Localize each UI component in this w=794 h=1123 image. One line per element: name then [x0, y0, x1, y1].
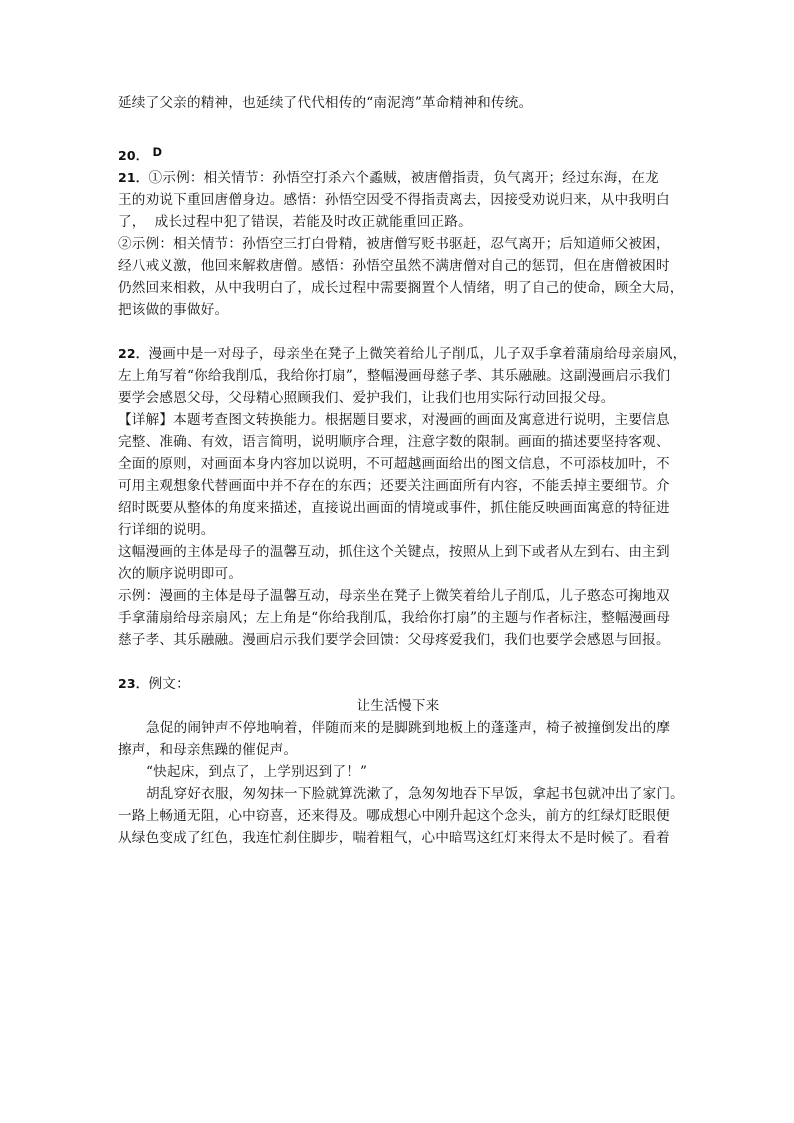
question-20 — [118, 141, 678, 167]
question-21-line: 21．①示例：相关情节：孙悟空打杀六个蟊贼，被唐僧指责，负气离开；经过东海，在龙 — [118, 170, 659, 186]
question-21-line: 了， 成长过程中犯了错误，若能及时改正就能重回正路。 — [118, 214, 472, 230]
question-22-line: 行详细的说明。 — [118, 522, 215, 538]
question-22-line: 完整、准确、有效，语言简明，说明顺序合理，注意字数的限制。画面的描述要坚持客观、 — [118, 434, 670, 450]
question-23-number: 23． — [118, 676, 149, 691]
question-21-line: 仍然回来相救，从中我明白了，成长过程中需要搁置个人情绪，明了自己的使命，顾全大局， — [118, 280, 684, 296]
question-20-answer: D — [152, 145, 163, 159]
question-23-header — [118, 673, 678, 695]
essay-title: 让生活慢下来 — [356, 698, 440, 714]
question-21-line: 经八戒义激，他回来解救唐僧。感悟：孙悟空虽然不满唐僧对自己的惩罚，但在唐僧被困时 — [118, 258, 670, 274]
question-22-line: 次的顺序说明即可。 — [118, 566, 243, 582]
question-20-number: 20． — [118, 148, 149, 163]
essay-line: 一路上畅通无阻，心中窃喜，还来得及。哪成想心中刚升起这个念头，前方的红绿灯眨眼便 — [118, 808, 670, 824]
essay-line: 急促的闹钟声不停地响着，伴随而来的是脚跳到地板上的蓬蓬声，椅子被撞倒发出的摩 — [146, 720, 671, 736]
question-22-line: 22．漫画中是一对母子，母亲坐在凳子上微笑着给儿子削瓜，儿子双手拿着蒲扇给母亲扇风， — [118, 346, 687, 362]
intro-line: 延续了父亲的精神，也延续了代代相传的“南泥湾”革命精神和传统。 — [118, 95, 533, 111]
essay-line: “快起床，到点了，上学别迟到了！” — [146, 764, 368, 780]
question-21-number: 21． — [118, 170, 149, 185]
question-21-line: 王的劝说下重回唐僧身边。感悟：孙悟空因受不得指责离去，因接受劝说归来，从中我明白 — [118, 192, 670, 208]
essay-line: 从绿色变成了红色，我连忙刹住脚步，喘着粗气，心中暗骂这红灯来得太不是时候了。看着 — [118, 830, 670, 846]
question-22-number: 22． — [118, 346, 149, 361]
question-21-line: ②示例：相关情节：孙悟空三打白骨精，被唐僧写贬书驱赶，忍气离开；后知道师父被困， — [118, 236, 670, 252]
question-22-line: 示例：漫画的主体是母子温馨互动，母亲坐在凳子上微笑着给儿子削瓜，儿子憨态可掬地双 — [118, 588, 670, 604]
question-22-line: 绍时既要从整体的角度来描述，直接说出画面的情境或事件，抓住能反映画面寓意的特征进 — [118, 500, 670, 516]
question-23-label: 例文： — [148, 676, 190, 692]
question-22-line: 这幅漫画的主体是母子的温馨互动，抓住这个关键点，按照从上到下或者从左到右、由主到 — [118, 544, 670, 560]
question-22-line: 手拿蒲扇给母亲扇风；左上角是“你给我削瓜，我给你打扇”的主题与作者标注，整幅漫画母 — [118, 610, 671, 626]
question-22-line: 左上角写着“你给我削瓜，我给你打扇”，整幅漫画母慈子孝、其乐融融。这副漫画启示我们 — [118, 368, 671, 384]
document-page — [118, 92, 687, 849]
question-22-line: 慈子孝、其乐融融。漫画启示我们要学会回馈：父母疼爱我们，我们也要学会感恩与回报。 — [118, 632, 670, 648]
essay-line: 胡乱穿好衣服，匆匆抹一下脸就算洗漱了，急匆匆地吞下早饭，拿起书包就冲出了家门。 — [146, 786, 684, 802]
essay-line: 擦声，和母亲焦躁的催促声。 — [118, 742, 298, 758]
question-22-line: 【详解】本题考查图文转换能力。根据题目要求，对漫画的画面及寓意进行说明，主要信息 — [118, 412, 670, 428]
question-21-line: 把该做的事做好。 — [118, 302, 229, 318]
question-22-line: 全面的原则，对画面本身内容加以说明，不可超越画面给出的图文信息，不可添枝加叶，不 — [118, 456, 670, 472]
question-22-line: 要学会感恩父母，父母精心照顾我们、爱护我们，让我们也用实际行动回报父母。 — [118, 390, 615, 406]
question-22-line: 可用主观想象代替画面中并不存在的东西；还要关注画面所有内容，不能丢掉主要细节。介 — [118, 478, 670, 494]
